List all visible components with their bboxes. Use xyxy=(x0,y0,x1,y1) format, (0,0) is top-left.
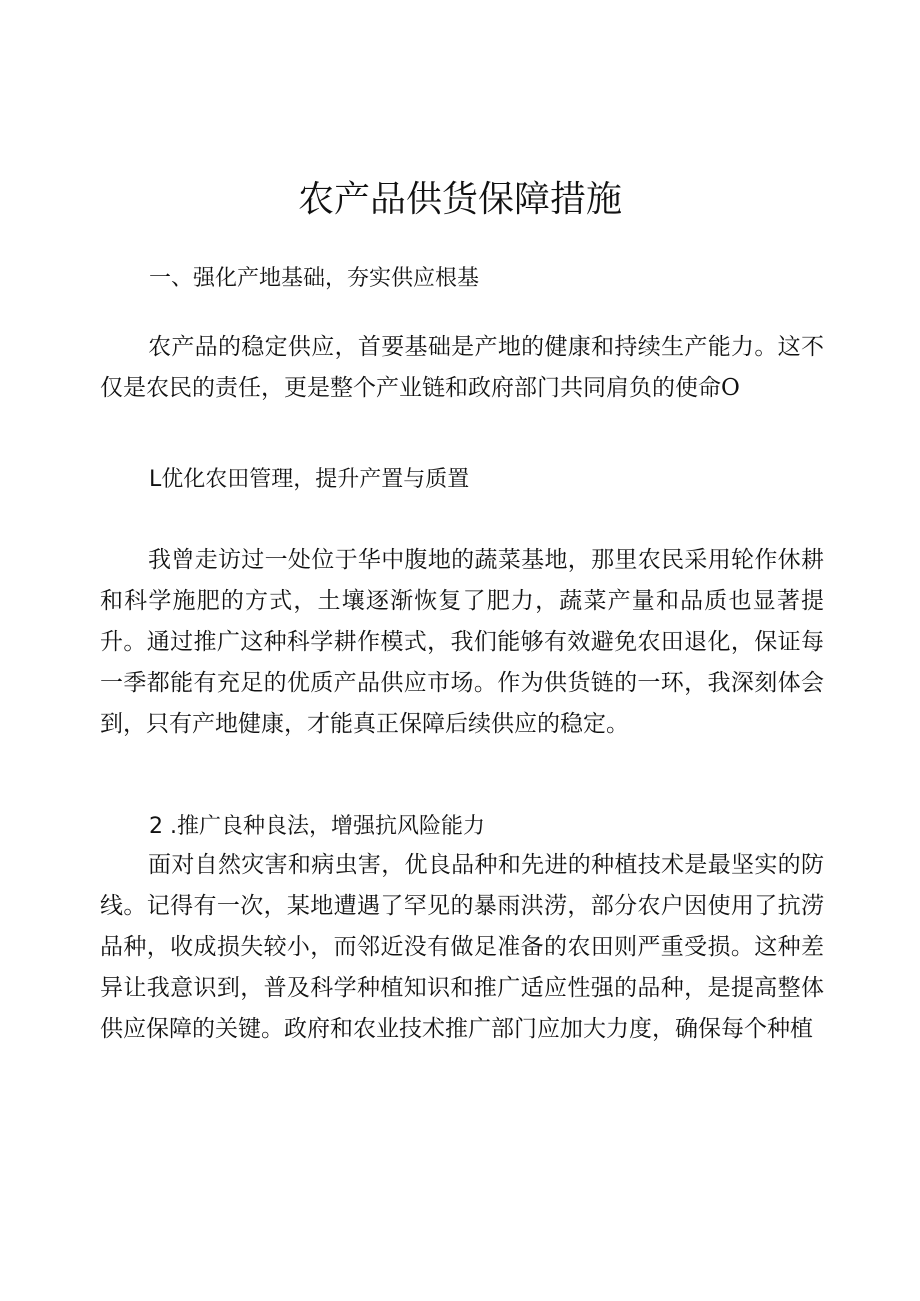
subsection-2-body-paragraph: 面对自然灾害和病虫害，优良品种和先进的种植技术是最坚实的防线。记得有一次，某地遭遇了罕见的暴雨洪涝，部分农户因使用了抗涝品种，收成损失较小，而邻近没有做足准备的农田则严重受损。这种差异让我意识到，普及科学种植知识和推广适应性强的品种，是提高整体供应保障的关键。政府和农业技术推广部门应加大力度，确保每个种植 xyxy=(100,852,824,1042)
subsection-heading-2: 2 .推广良种良法，增强抗风险能力 xyxy=(149,814,485,839)
subsection-1-body-paragraph: 我曾走访过一处位于华中腹地的蔬菜基地，那里农民采用轮作休耕和科学施肥的方式，土壤逐渐恢复了肥力，蔬菜产量和品质也显著提升。通过推广这种科学耕作模式，我们能够有效避免农田退化，保证每一季都能有充足的优质产品供应市场。作为供货链的一环，我深刻体会到，只有产地健康，才能真正保障后续供应的稳定。 xyxy=(100,547,824,737)
section-heading-1: 一、强化产地基础，夯实供应根基 xyxy=(149,266,480,291)
document-title: 农产品供货保障措施 xyxy=(297,179,622,220)
section-1-intro-paragraph: 农产品的稳定供应，首要基础是产地的健康和持续生产能力。这不仅是农民的责任，更是整个产业链和政府部门共同肩负的使命O xyxy=(100,334,824,401)
subsection-heading-1: L优化农田管理，提升产置与质置 xyxy=(149,467,470,492)
